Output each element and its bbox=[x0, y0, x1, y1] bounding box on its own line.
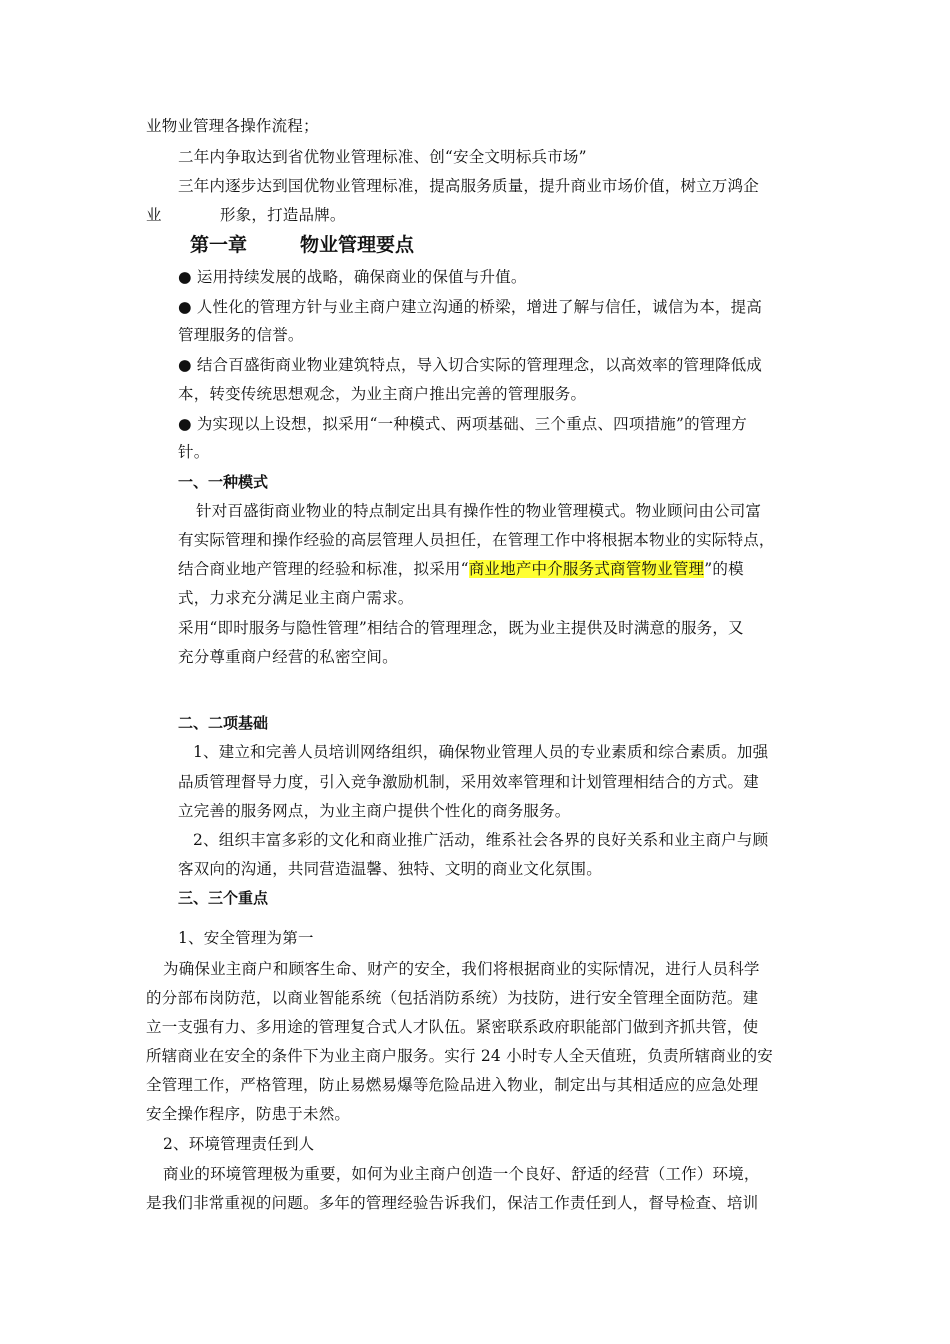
section-3-sub-1-line-3: 立一支强有力、多用途的管理复合式人才队伍。紧密联系政府职能部门做到齐抓共管，使 bbox=[146, 1018, 759, 1036]
section-3-sub-1-line-5: 全管理工作，严格管理，防止易燃易爆等危险品进入物业，制定出与其相适应的应急处理 bbox=[146, 1076, 759, 1094]
intro-line-3: 三年内逐步达到国优物业管理标准，提高服务质量，提升商业市场价值，树立万鸿企 bbox=[178, 177, 759, 195]
section-3-sub-1-title: 1、安全管理为第一 bbox=[178, 929, 314, 947]
section-3-sub-1-line-1: 为确保业主商户和顾客生命、财产的安全，我们将根据商业的实际情况，进行人员科学 bbox=[163, 960, 760, 978]
section-2-p1-line-2: 品质管理督导力度，引入竞争激励机制，采用效率管理和计划管理相结合的方式。建 bbox=[178, 773, 759, 791]
section-3-sub-2-title: 2、环境管理责任到人 bbox=[163, 1135, 315, 1153]
section-1-p1-line-3 bbox=[178, 558, 744, 580]
section-2-p1-line-3: 立完善的服务网点，为业主商户提供个性化的商务服务。 bbox=[178, 802, 571, 820]
bullet-3-line-1: ● 结合百盛街商业物业建筑特点，导入切合实际的管理理念，以高效率的管理降低成 bbox=[178, 356, 763, 374]
section-2-p2-line-1: 2、组织丰富多彩的文化和商业推广活动，维系社会各界的良好关系和业主商户与顾 bbox=[193, 831, 769, 849]
bullet-2-line-1: ● 人性化的管理方针与业主商户建立沟通的桥梁，增进了解与信任，诚信为本，提高 bbox=[178, 298, 763, 316]
bullet-3-line-2: 本，转变传统思想观念，为业主商户推出完善的管理服务。 bbox=[178, 385, 587, 403]
section-2-p1-line-1: 1、建立和完善人员培训网络组织，确保物业管理人员的专业素质和综合素质。加强 bbox=[193, 743, 769, 761]
intro-line-1: 业物业管理各操作流程； bbox=[146, 117, 319, 135]
chapter-title: 物业管理要点 bbox=[300, 234, 415, 256]
intro-line-4a: 业 bbox=[146, 206, 162, 224]
section-1-p2-line-2: 充分尊重商户经营的私密空间。 bbox=[178, 648, 398, 666]
bullet-4-line-1: ● 为实现以上设想，拟采用“一种模式、两项基础、三个重点、四项措施”的管理方 bbox=[178, 415, 747, 433]
section-2-heading: 二、二项基础 bbox=[178, 714, 269, 732]
section-3-sub-1-line-6: 安全操作程序，防患于未然。 bbox=[146, 1105, 351, 1123]
section-1-heading: 一、一种模式 bbox=[178, 473, 269, 491]
section-2-p2-line-2: 客双向的沟通，共同营造温馨、独特、文明的商业文化氛围。 bbox=[178, 860, 602, 878]
section-1-p1-line-4: 式，力求充分满足业主商户需求。 bbox=[178, 589, 414, 607]
section-1-p2-line-1: 采用“即时服务与隐性管理”相结合的管理理念，既为业主提供及时满意的服务，又 bbox=[178, 619, 744, 637]
chapter-number: 第一章 bbox=[190, 234, 248, 256]
section-3-sub-2-line-1: 商业的环境管理极为重要，如何为业主商户创造一个良好、舒适的经营（工作）环境， bbox=[163, 1165, 760, 1183]
intro-line-4b: 形象，打造品牌。 bbox=[220, 206, 346, 224]
intro-line-2: 二年内争取达到省优物业管理标准、创“安全文明标兵市场” bbox=[178, 148, 587, 166]
bullet-1: ● 运用持续发展的战略，确保商业的保值与升值。 bbox=[178, 268, 527, 286]
section-1-p1-line-3-end: ”的模 bbox=[704, 560, 744, 578]
section-3-sub-1-line-4: 所辖商业在安全的条件下为业主商户服务。实行 24 小时专人全天值班，负责所辖商业的安 bbox=[146, 1047, 773, 1065]
section-1-p1-line-1: 针对百盛街商业物业的特点制定出具有操作性的物业管理模式。物业顾问由公司富 bbox=[196, 502, 762, 520]
bullet-2-line-2: 管理服务的信誉。 bbox=[178, 326, 304, 344]
section-1-p1-line-2: 有实际管理和操作经验的高层管理人员担任，在管理工作中将根据本物业的实际特点， bbox=[178, 531, 775, 549]
section-3-sub-1-line-2: 的分部布岗防范，以商业智能系统（包括消防系统）为技防，进行安全管理全面防范。建 bbox=[146, 989, 759, 1007]
highlighted-model-name: 商业地产中介服务式商管物业管理 bbox=[468, 560, 705, 578]
section-3-heading: 三、三个重点 bbox=[178, 889, 269, 907]
section-3-sub-2-line-2: 是我们非常重视的问题。多年的管理经验告诉我们，保洁工作责任到人，督导检查、培训 bbox=[146, 1194, 759, 1212]
section-1-p1-line-3-start: 结合商业地产管理的经验和标准，拟采用“ bbox=[178, 560, 469, 578]
bullet-4-line-2: 针。 bbox=[178, 443, 210, 461]
